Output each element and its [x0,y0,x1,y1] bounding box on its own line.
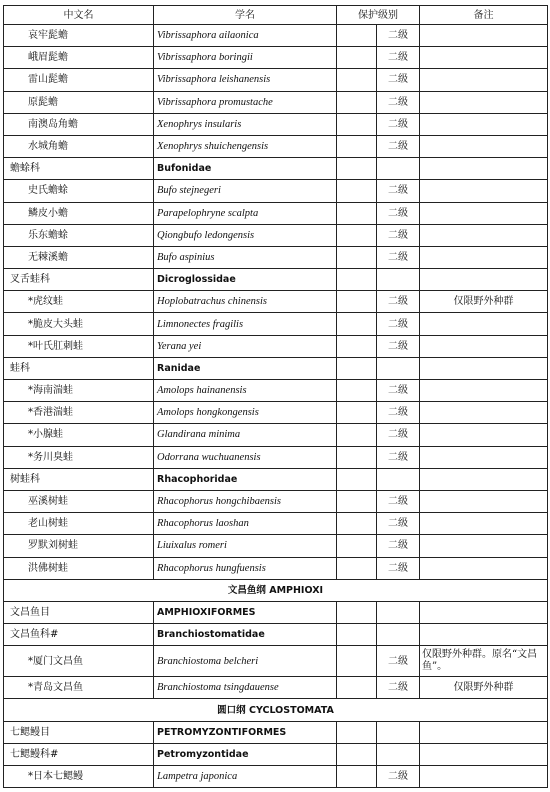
level-1-cell [337,743,377,765]
remarks-cell [420,624,548,646]
level-2-cell: 二级 [377,47,420,69]
level-2-cell [377,468,420,490]
remarks-cell [420,468,548,490]
chinese-name-cell: 文昌鱼科# [4,624,154,646]
remarks-cell [420,135,548,157]
scientific-name-cell: Vibrissaphora boringii [154,47,337,69]
level-2-cell: 二级 [377,402,420,424]
remarks-cell [420,25,548,47]
table-row [4,291,548,313]
taxon-group-row [4,601,548,623]
level-2-cell: 二级 [377,291,420,313]
table-header-row [4,6,548,25]
level-1-cell [337,313,377,335]
remarks-cell [420,490,548,512]
level-1-cell [337,424,377,446]
table-row [4,224,548,246]
species-protection-table [3,5,548,788]
level-1-cell [337,446,377,468]
chinese-name-cell: *务川臭蛙 [4,446,154,468]
level-1-cell [337,624,377,646]
scientific-name-cell: Parapelophryne scalpta [154,202,337,224]
chinese-name-cell: 雷山髭蟾 [4,69,154,91]
level-2-cell [377,721,420,743]
level-1-cell [337,402,377,424]
remarks-cell: 仅限野外种群 [420,291,548,313]
remarks-cell [420,513,548,535]
level-1-cell [337,677,377,699]
level-2-cell [377,269,420,291]
scientific-name-cell: Bufonidae [154,158,337,180]
scientific-name-cell: Rhacophorus hungfuensis [154,557,337,579]
level-1-cell [337,557,377,579]
chinese-name-cell: 南澳岛角蟾 [4,113,154,135]
remarks-cell [420,601,548,623]
level-2-cell: 二级 [377,766,420,788]
table-row [4,424,548,446]
level-2-cell: 二级 [377,25,420,47]
header-scientific-name: 学名 [154,6,337,25]
remarks-cell [420,335,548,357]
scientific-name-cell: Dicroglossidae [154,269,337,291]
chinese-name-cell: 七鳃鳗科# [4,743,154,765]
remarks-cell [420,269,548,291]
remarks-cell [420,721,548,743]
chinese-name-cell: 树蛙科 [4,468,154,490]
chinese-name-cell: 老山树蛙 [4,513,154,535]
chinese-name-cell: 蟾蜍科 [4,158,154,180]
level-2-cell: 二级 [377,113,420,135]
table-row [4,380,548,402]
level-2-cell: 二级 [377,646,420,677]
level-1-cell [337,513,377,535]
remarks-cell [420,535,548,557]
chinese-name-cell: 哀牢髭蟾 [4,25,154,47]
chinese-name-cell: 巫溪树蛙 [4,490,154,512]
remarks-cell [420,113,548,135]
section-title: 文昌鱼纲 AMPHIOXI [4,579,548,601]
header-remarks: 备注 [420,6,548,25]
scientific-name-cell: Vibrissaphora leishanensis [154,69,337,91]
scientific-name-cell: Hoplobatrachus chinensis [154,291,337,313]
level-2-cell: 二级 [377,490,420,512]
table-row [4,246,548,268]
scientific-name-cell: Xenophrys shuichengensis [154,135,337,157]
level-1-cell [337,490,377,512]
table-row [4,91,548,113]
taxon-group-row [4,468,548,490]
level-2-cell: 二级 [377,446,420,468]
remarks-cell [420,158,548,180]
table-row [4,402,548,424]
scientific-name-cell: Bufo stejnegeri [154,180,337,202]
level-2-cell: 二级 [377,69,420,91]
remarks-cell [420,766,548,788]
level-1-cell [337,335,377,357]
chinese-name-cell: 叉舌蛙科 [4,269,154,291]
scientific-name-cell: Rhacophorus hongchibaensis [154,490,337,512]
table-row [4,513,548,535]
level-1-cell [337,246,377,268]
taxon-group-row [4,624,548,646]
level-2-cell: 二级 [377,380,420,402]
remarks-cell [420,313,548,335]
level-2-cell: 二级 [377,91,420,113]
remarks-cell [420,47,548,69]
scientific-name-cell: Petromyzontidae [154,743,337,765]
taxon-group-row [4,721,548,743]
table-row [4,335,548,357]
table-row [4,313,548,335]
chinese-name-cell: *虎纹蛙 [4,291,154,313]
scientific-name-cell: Vibrissaphora promustache [154,91,337,113]
level-2-cell: 二级 [377,224,420,246]
level-2-cell [377,158,420,180]
table-row [4,557,548,579]
remarks-cell [420,180,548,202]
level-1-cell [337,135,377,157]
level-1-cell [337,380,377,402]
remarks-cell [420,402,548,424]
chinese-name-cell: 乐东蟾蜍 [4,224,154,246]
level-2-cell: 二级 [377,246,420,268]
remarks-cell [420,424,548,446]
chinese-name-cell: 罗默刘树蛙 [4,535,154,557]
chinese-name-cell: *厦门文昌鱼 [4,646,154,677]
chinese-name-cell: 峨眉髭蟾 [4,47,154,69]
scientific-name-cell: Xenophrys insularis [154,113,337,135]
level-2-cell: 二级 [377,135,420,157]
level-2-cell [377,357,420,379]
level-2-cell: 二级 [377,313,420,335]
remarks-cell [420,743,548,765]
level-2-cell: 二级 [377,557,420,579]
scientific-name-cell: Ranidae [154,357,337,379]
chinese-name-cell: *青岛文昌鱼 [4,677,154,699]
table-row [4,135,548,157]
header-protection-level: 保护级别 [337,6,420,25]
table-row [4,113,548,135]
chinese-name-cell: *海南湍蛙 [4,380,154,402]
scientific-name-cell: Qiongbufo ledongensis [154,224,337,246]
level-1-cell [337,601,377,623]
scientific-name-cell: PETROMYZONTIFORMES [154,721,337,743]
level-1-cell [337,69,377,91]
scientific-name-cell: Rhacophoridae [154,468,337,490]
level-2-cell: 二级 [377,513,420,535]
table-row [4,69,548,91]
table-row [4,25,548,47]
remarks-cell [420,202,548,224]
scientific-name-cell: AMPHIOXIFORMES [154,601,337,623]
chinese-name-cell: *叶氏肛刺蛙 [4,335,154,357]
chinese-name-cell: 洪佛树蛙 [4,557,154,579]
scientific-name-cell: Branchiostomatidae [154,624,337,646]
remarks-cell [420,446,548,468]
chinese-name-cell: 蛙科 [4,357,154,379]
scientific-name-cell: Branchiostoma tsingdauense [154,677,337,699]
level-1-cell [337,357,377,379]
chinese-name-cell: 原髭蟾 [4,91,154,113]
remarks-cell [420,69,548,91]
level-1-cell [337,291,377,313]
scientific-name-cell: Bufo aspinius [154,246,337,268]
level-1-cell [337,202,377,224]
table-row [4,202,548,224]
remarks-cell [420,380,548,402]
chinese-name-cell: *小腺蛙 [4,424,154,446]
level-2-cell: 二级 [377,180,420,202]
remarks-cell: 仅限野外种群 [420,677,548,699]
chinese-name-cell: 无棘溪蟾 [4,246,154,268]
table-row [4,535,548,557]
level-1-cell [337,535,377,557]
level-1-cell [337,91,377,113]
table-row [4,180,548,202]
level-2-cell: 二级 [377,424,420,446]
table-row [4,677,548,699]
scientific-name-cell: Odorrana wuchuanensis [154,446,337,468]
level-1-cell [337,721,377,743]
level-2-cell: 二级 [377,677,420,699]
level-1-cell [337,158,377,180]
taxon-group-row [4,269,548,291]
level-2-cell [377,743,420,765]
level-2-cell: 二级 [377,535,420,557]
remarks-cell [420,357,548,379]
table-body [4,25,548,788]
scientific-name-cell: Vibrissaphora ailaonica [154,25,337,47]
section-title: 圆口纲 CYCLOSTOMATA [4,699,548,721]
table-row [4,766,548,788]
scientific-name-cell: Liuixalus romeri [154,535,337,557]
scientific-name-cell: Rhacophorus laoshan [154,513,337,535]
level-1-cell [337,25,377,47]
remarks-cell: 仅限野外种群。原名“文昌鱼”。 [420,646,548,677]
remarks-cell [420,224,548,246]
level-1-cell [337,113,377,135]
chinese-name-cell: *日本七鳃鳗 [4,766,154,788]
level-1-cell [337,468,377,490]
scientific-name-cell: Amolops hainanensis [154,380,337,402]
level-1-cell [337,646,377,677]
taxon-group-row [4,743,548,765]
taxon-group-row [4,158,548,180]
remarks-cell [420,557,548,579]
chinese-name-cell: *香港湍蛙 [4,402,154,424]
scientific-name-cell: Yerana yei [154,335,337,357]
taxon-group-row [4,357,548,379]
chinese-name-cell: 文昌鱼目 [4,601,154,623]
chinese-name-cell: 鳞皮小蟾 [4,202,154,224]
level-1-cell [337,224,377,246]
level-1-cell [337,47,377,69]
level-1-cell [337,180,377,202]
table-row [4,446,548,468]
table-row [4,490,548,512]
section-row [4,699,548,721]
scientific-name-cell: Branchiostoma belcheri [154,646,337,677]
scientific-name-cell: Glandirana minima [154,424,337,446]
header-chinese-name: 中文名 [4,6,154,25]
level-1-cell [337,766,377,788]
table-row [4,47,548,69]
remarks-cell [420,246,548,268]
chinese-name-cell: *脆皮大头蛙 [4,313,154,335]
scientific-name-cell: Amolops hongkongensis [154,402,337,424]
level-2-cell: 二级 [377,335,420,357]
chinese-name-cell: 七鳃鳗目 [4,721,154,743]
scientific-name-cell: Limnonectes fragilis [154,313,337,335]
level-2-cell [377,624,420,646]
level-2-cell: 二级 [377,202,420,224]
level-1-cell [337,269,377,291]
chinese-name-cell: 水城角蟾 [4,135,154,157]
scientific-name-cell: Lampetra japonica [154,766,337,788]
remarks-cell [420,91,548,113]
level-2-cell [377,601,420,623]
table-row [4,646,548,677]
section-row [4,579,548,601]
chinese-name-cell: 史氏蟾蜍 [4,180,154,202]
